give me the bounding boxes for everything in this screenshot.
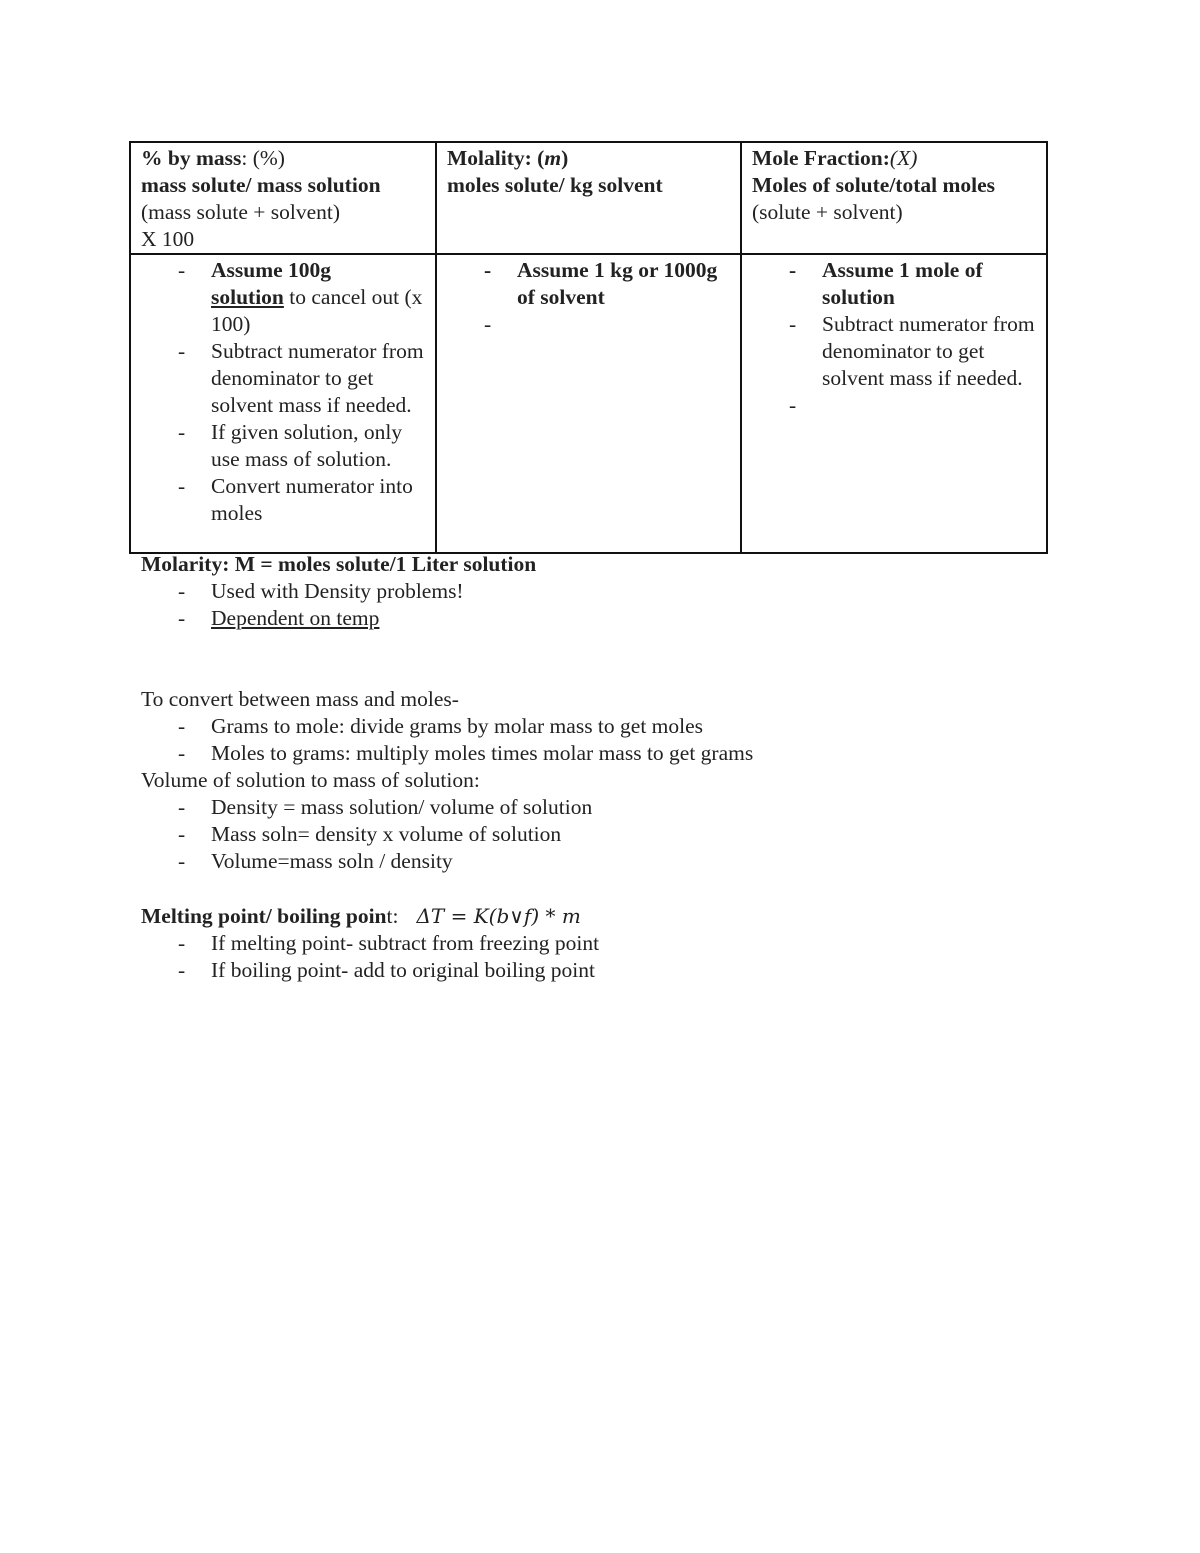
melting-heading-suffix: t: xyxy=(386,904,399,928)
list-item: - Mass soln= density x volume of solution xyxy=(141,821,1101,848)
concentration-table xyxy=(129,141,1048,554)
mass-percent-formula: mass solute/ mass solution xyxy=(141,173,381,197)
assume-text: Assume 100g xyxy=(211,258,332,282)
list-item: - Convert numerator into moles xyxy=(141,473,425,527)
list-item: - Used with Density problems! xyxy=(141,578,1101,605)
mass-percent-title: % by mass xyxy=(141,146,242,170)
list-item xyxy=(141,257,425,338)
list-item: - If boiling point- add to original boiling point xyxy=(141,957,1101,984)
list-item xyxy=(141,605,1101,632)
list-item: - Assume 1 mole of solution xyxy=(752,257,1036,311)
melting-heading: Melting point/ boiling poin xyxy=(141,904,387,928)
mass-percent-notes-cell xyxy=(130,254,436,553)
molarity-heading: Molarity: M = moles solute/1 Liter solution xyxy=(141,552,537,576)
mole-fraction-formula: Moles of solute/total moles xyxy=(752,173,996,197)
solution-text: solution xyxy=(211,285,284,309)
mole-fraction-note: (solute + solvent) xyxy=(752,200,903,224)
melting-list xyxy=(141,930,1101,984)
molarity-list xyxy=(141,578,1101,632)
molality-formula: moles solute/ kg solvent xyxy=(447,173,663,197)
convert-list xyxy=(141,713,1101,767)
molality-title-close: ) xyxy=(561,146,569,170)
mass-percent-multiplier: X 100 xyxy=(141,227,195,251)
dependent-on-temp-text: Dependent on temp xyxy=(211,606,380,630)
list-item: - If given solution, only use mass of solution. xyxy=(141,419,425,473)
delta-t-formula: ΔT = K(b∨f) * m xyxy=(416,904,581,928)
mass-percent-header-cell xyxy=(130,142,436,254)
list-item: - If melting point- subtract from freezing point xyxy=(141,930,1101,957)
list-item: - Subtract numerator from denominator to get solvent mass if needed. xyxy=(141,338,425,419)
list-item: - Subtract numerator from denominator to get solvent mass if needed. xyxy=(752,311,1036,392)
mole-fraction-header-cell xyxy=(741,142,1047,254)
mass-percent-symbol: : (%) xyxy=(241,146,285,170)
mole-fraction-list xyxy=(752,257,1036,419)
list-item: - Assume 1 kg or 1000g of solvent xyxy=(447,257,730,311)
volume-heading: Volume of solution to mass of solution: xyxy=(141,768,480,792)
list-item: - Density = mass solution/ volume of solution xyxy=(141,794,1101,821)
molarity-section xyxy=(141,551,1101,632)
cancel-text: to cancel out (x 100) xyxy=(211,285,423,336)
list-item xyxy=(752,392,1036,419)
list-item xyxy=(447,311,730,338)
mass-percent-list xyxy=(141,257,425,527)
mole-fraction-notes-cell xyxy=(741,254,1047,553)
melting-section xyxy=(141,903,1101,984)
mole-fraction-symbol: (X) xyxy=(889,146,918,170)
convert-heading: To convert between mass and moles- xyxy=(141,687,459,711)
volume-list xyxy=(141,794,1101,875)
mole-fraction-title: Mole Fraction: xyxy=(752,146,890,170)
molality-header-cell xyxy=(436,142,741,254)
list-item: - Volume=mass soln / density xyxy=(141,848,1101,875)
molality-symbol: m xyxy=(544,146,562,170)
mass-percent-note: (mass solute + solvent) xyxy=(141,200,341,224)
list-item: - Grams to mole: divide grams by molar mass to get moles xyxy=(141,713,1101,740)
convert-section xyxy=(141,686,1101,875)
molality-notes-cell xyxy=(436,254,741,553)
list-item: - Moles to grams: multiply moles times molar mass to get grams xyxy=(141,740,1101,767)
molality-title: Molality: ( xyxy=(447,146,545,170)
molality-list xyxy=(447,257,730,338)
